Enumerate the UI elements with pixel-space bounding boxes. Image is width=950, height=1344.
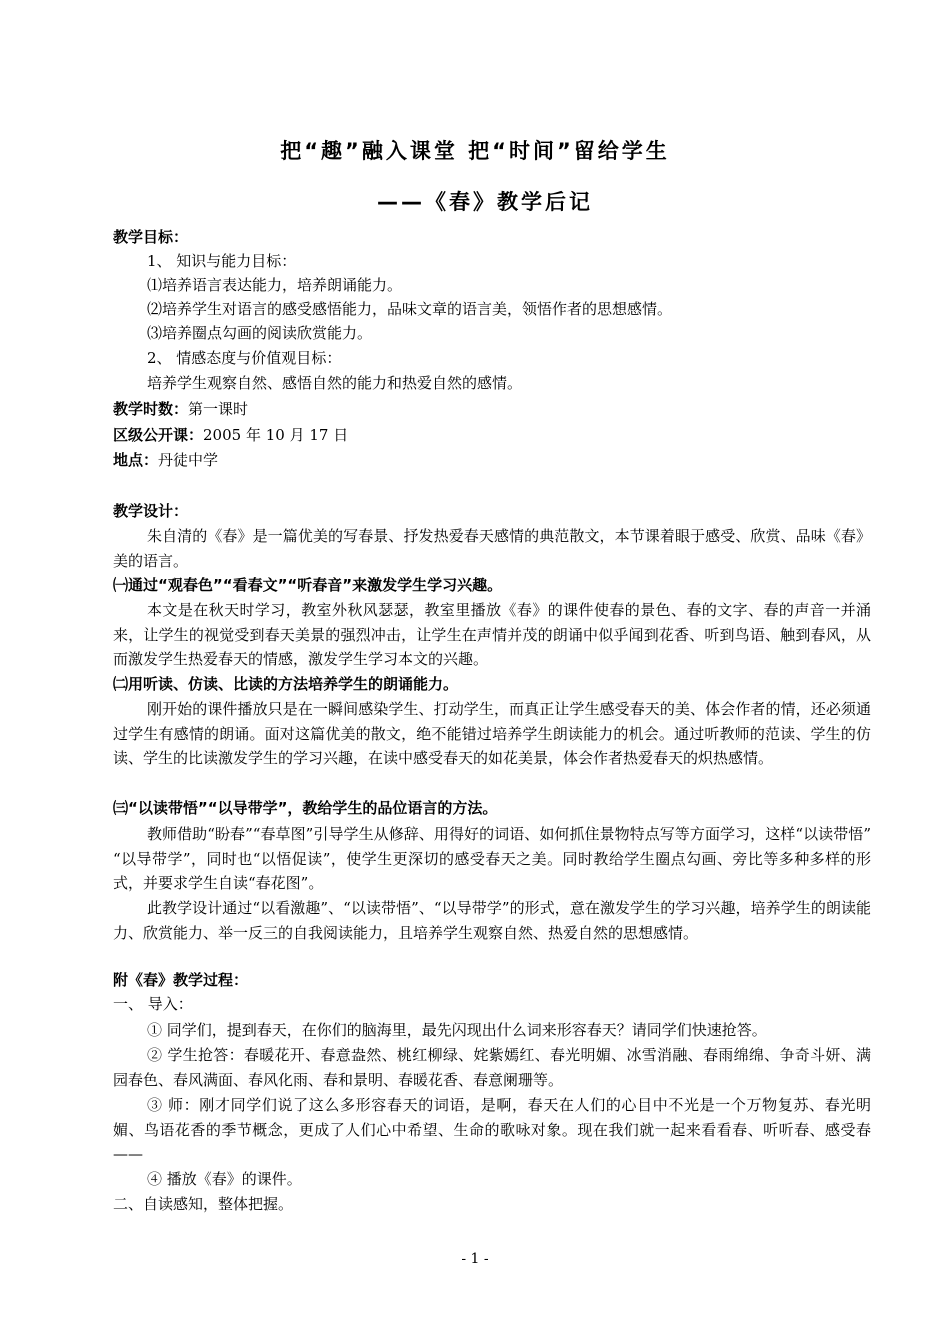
open-class — [113, 424, 873, 447]
open-class-label: 区级公开课： — [113, 426, 204, 444]
teaching-hours-value: 第一课时 — [188, 400, 249, 418]
page-number: - 1 - — [461, 1251, 489, 1267]
document-title: 把“趣”融入课堂 把“时间”留给学生 — [280, 139, 670, 163]
process-step-1: 一、 导入： — [113, 995, 193, 1013]
design-intro: 朱自清的《春》是一篇优美的写春景、抒发热爱春天感情的典范散文，本节课着眼于感受、欣赏、品味《春》美的语言。 — [113, 527, 871, 570]
design-section-3-heading: ㈢“以读带悟”“以导带学”，教给学生的品位语言的方法。 — [113, 799, 498, 817]
design-heading: 教学设计： — [113, 502, 189, 520]
design-section-2-text: 刚开始的课件播放只是在一瞬间感染学生、打动学生，而真正让学生感受春天的美、体会作者的情，还必须通过学生有感情的朗诵。面对这篇优美的散文，绝不能错过培养学生朗读能力的机会。通过听教师的范读、学生的仿读、学生的比读激发学生的学习兴趣，在读中感受春天的如花美景，体会作者热爱春天的炽热感情。 — [113, 700, 871, 767]
goal-sub-2: ⑵培养学生对语言的感受感悟能力，品味文章的语言美，领悟作者的思想感情。 — [147, 300, 673, 318]
design-section-1-heading: ㈠通过“观春色”“看春文”“听春音”来激发学生学习兴趣。 — [113, 576, 503, 594]
process-item-1: ① 同学们，提到春天，在你们的脑海里，最先闪现出什么词来形容春天？请同学们快速抢答。 — [147, 1021, 767, 1039]
goal-item-1: 1、 知识与能力目标： — [147, 252, 297, 270]
teaching-hours — [113, 398, 873, 421]
design-section-2-heading: ㈡用听读、仿读、比读的方法培养学生的朗诵能力。 — [113, 675, 459, 693]
process-item-2: ② 学生抢答：春暖花开、春意盎然、桃红柳绿、姹紫嫣红、春光明媚、冰雪消融、春雨绵绵、争奇斗妍、满园春色、春风满面、春风化雨、春和景明、春暖花香、春意阑珊等。 — [113, 1046, 871, 1089]
design-summary: 此教学设计通过“以看激趣”、“以读带悟”、“以导带学”的形式，意在激发学生的学习兴趣，培养学生的朗读能力、欣赏能力、举一反三的自我阅读能力，且培养学生观察自然、热爱自然的思想感情。 — [113, 899, 871, 942]
process-step-2: 二、自读感知，整体把握。 — [113, 1195, 294, 1213]
location-value: 丹徒中学 — [158, 451, 219, 469]
process-heading: 附《春》教学过程： — [113, 971, 249, 989]
design-section-3-text: 教师借助“盼春”“春草图”引导学生从修辞、用得好的词语、如何抓住景物特点写等方面学习，这样“以读带悟” “以导带学”，同时也“以悟促读”，使学生更深切的感受春天之美。同时教给学生圈点勾画、旁比等多种多样的形式，并要求学生自读“春花图”。 — [113, 825, 871, 892]
goals-heading: 教学目标： — [113, 228, 189, 246]
process-item-4: ④ 播放《春》的课件。 — [147, 1170, 302, 1188]
goal-sub-1: ⑴培养语言表达能力，培养朗诵能力。 — [147, 276, 403, 294]
teaching-hours-label: 教学时数： — [113, 400, 189, 418]
document-subtitle: ——《春》教学后记 — [377, 190, 593, 214]
location-label: 地点： — [113, 451, 159, 469]
design-section-1-text: 本文是在秋天时学习，教室外秋风瑟瑟，教室里播放《春》的课件使春的景色、春的文字、春的声音一并涌来，让学生的视觉受到春天美景的强烈冲击，让学生在声情并茂的朗诵中似乎闻到花香、听到鸟语、触到春风，从而激发学生热爱春天的情感，激发学生学习本文的兴趣。 — [113, 601, 871, 668]
goal-item-2: 2、 情感态度与价值观目标： — [147, 349, 342, 367]
process-item-3: ③ 师：刚才同学们说了这么多形容春天的词语，是啊，春天在人们的心目中不光是一个万物复苏、春光明媚、鸟语花香的季节概念，更成了人们心中希望、生命的歌咏对象。现在我们就一起来看看春、听听春、感受春—— — [113, 1096, 871, 1163]
goal-item-2-text: 培养学生观察自然、感悟自然的能力和热爱自然的感情。 — [147, 374, 523, 392]
goal-sub-3: ⑶培养圈点勾画的阅读欣赏能力。 — [147, 324, 373, 342]
open-class-date: 2005 年 10 月 17 日 — [203, 426, 349, 444]
location — [113, 449, 873, 472]
